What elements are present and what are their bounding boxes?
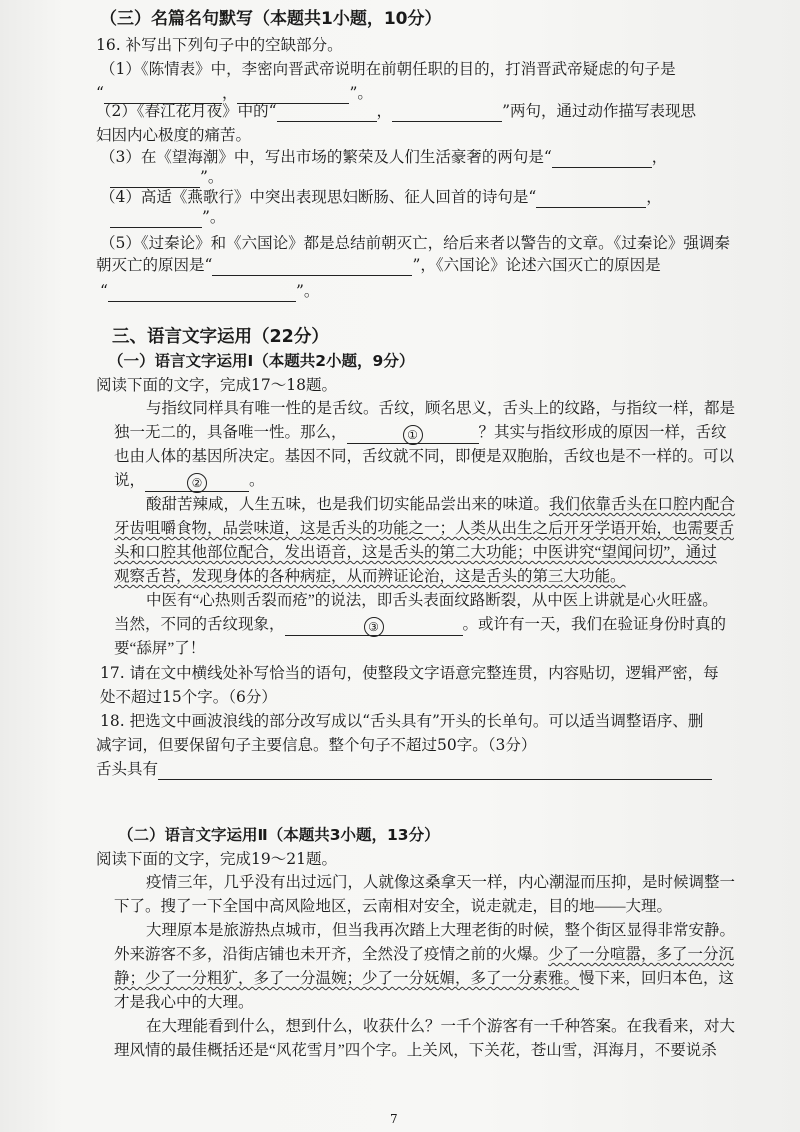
answer-blank[interactable]: [158, 763, 712, 780]
q16-item1: （1）《陈情表》中，李密向晋武帝说明在前朝任职的目的，打消晋武帝疑虑的句子是: [100, 60, 676, 78]
passage2-line: 下了。搜了一下全国中高风险地区，云南相对安全，说走就走，目的地——大理。: [114, 898, 673, 915]
part3-sub1: （一）语言文字运用Ⅰ（本题共2小题，9分）: [108, 352, 415, 370]
answer-blank[interactable]: [212, 259, 412, 276]
q16-item5-cont: 朝灭亡的原因是“ ”，《六国论》论述六国灭亡的原因是: [96, 256, 661, 274]
passage1-line: 酸甜苦辣咸，人生五味，也是我们切实能品尝出来的味道。我们依靠舌头在口腔内配合: [146, 496, 736, 513]
q16-item1-blanks: “ ， ”。: [96, 84, 373, 102]
wavy-underlined-text: 头和口腔其他部位配合，发出语音，这是舌头的第二大功能；中医讲究“望闻问切”，通过: [114, 544, 717, 561]
answer-blank[interactable]: [277, 105, 377, 122]
passage2-line: 才是我心中的大理。: [114, 994, 254, 1011]
q16-item5: （5）《过秦论》和《六国论》都是总结前朝灭亡，给后来者以警告的文章。《过秦论》强调秦: [100, 234, 730, 252]
passage2-line: 理风情的最佳概括还是“风花雪月”四个字。上关风，下关花，苍山雪，洱海月，不要说杀: [114, 1042, 717, 1059]
passage1-line: 中医有“心热则舌裂而疮”的说法，即舌头表面纹路断裂，从中医上讲就是心火旺盛。: [146, 592, 718, 609]
answer-blank-2[interactable]: ②: [145, 475, 249, 492]
passage1-line: 与指纹同样具有唯一性的是舌纹。舌纹，顾名思义，舌头上的纹路，与指纹一样，都是: [146, 400, 736, 417]
q16-item3-cont: ”。: [110, 166, 710, 188]
passage2-line: 外来游客不多，沿街店铺也未开齐，全然没了疫情之前的火爆。少了一分喧嚣，多了一分沉: [114, 946, 735, 963]
q16-item3: （3）在《望海潮》中，写出市场的繁荣及人们生活豪奢的两句是“ ，: [100, 148, 668, 166]
q16-item2: （2）《春江花月夜》中的“ ， ”两句，通过动作描写表现思: [96, 102, 696, 120]
q18-stem-cont: 减字词，但要保留句子主要信息。整个句子不超过50字。（3分）: [96, 736, 537, 754]
passage1-line: 说， ② 。: [114, 470, 710, 492]
q16-item4: （4）高适《燕歌行》中突出表现思妇断肠、征人回首的诗句是“ ，: [100, 188, 662, 206]
page-number: 7: [390, 1112, 398, 1126]
answer-blank[interactable]: [392, 105, 502, 122]
passage1-line: 也由人体的基因所决定。基因不同，舌纹就不同，即便是双胞胎，舌纹也是不一样的。可以: [114, 448, 735, 465]
q16-item4-cont: ”。: [110, 206, 710, 228]
wavy-underlined-text: 静；少了一分粗犷，多了一分温婉；少了一分妩媚，多了一分素雅。: [114, 970, 580, 987]
passage2-line: 疫情三年，几乎没有出过远门，人就像这桑拿天一样，内心潮湿而压抑，是时候调整一: [146, 874, 736, 891]
part3-heading: 三、语言文字运用（22分）: [112, 327, 329, 347]
part3-sub2: （二）语言文字运用Ⅱ（本题共3小题，13分）: [118, 826, 440, 844]
q16-stem: 16. 补写出下列句子中的空缺部分。: [96, 36, 343, 54]
passage1-line: 当然，不同的舌纹现象， ③ 。或许有一天，我们在验证身份时真的: [114, 614, 710, 636]
q17-stem: 17. 请在文中横线处补写恰当的语句，使整段文字语意完整连贯，内容贴切，逻辑严密，每: [100, 664, 719, 682]
q18-stem: 18. 把选文中画波浪线的部分改写成以“舌头具有”开头的长单句。可以适当调整语序、删: [100, 712, 704, 730]
q16-item2-cont: 妇因内心极度的痛苦。: [96, 126, 252, 144]
q16-item5-cont2: “ ”。: [100, 282, 320, 300]
q17-stem-cont: 处不超过15个字。（6分）: [100, 688, 277, 706]
wavy-underlined-text: 我们依靠舌头在口腔内配合: [549, 496, 736, 513]
passage1-line: 要“舔屏”了！: [114, 640, 206, 657]
answer-blank-3[interactable]: ③: [285, 619, 463, 636]
passage2-line: 在大理能看到什么，想到什么，收获什么？一千个游客有一千种答案。在我看来，对大: [146, 1018, 736, 1035]
reading-instruction-1: 阅读下面的文字，完成17～18题。: [96, 376, 337, 394]
wavy-underlined-text: 少了一分喧嚣，多了一分沉: [548, 946, 735, 963]
wavy-underlined-text: 观察舌苔，发现身体的各种病症，从而辨证论治，这是舌头的第三大功能。: [114, 568, 626, 585]
answer-blank[interactable]: [108, 285, 296, 302]
q18-answer-line: 舌头具有: [96, 758, 710, 780]
passage2-line: 静；少了一分粗犷，多了一分温婉；少了一分妩媚，多了一分素雅。慢下来，回归本色，这: [114, 970, 735, 987]
answer-blank-1[interactable]: ①: [347, 427, 479, 444]
section-heading-famous-lines: （三）名篇名句默写（本题共1小题，10分）: [100, 9, 442, 29]
passage1-line: 独一无二的，具备唯一性。那么， ① ？其实与指纹形成的原因一样，舌纹: [114, 422, 710, 444]
passage2-line: 大理原本是旅游热点城市，但当我再次踏上大理老街的时候，整个街区显得非常安静。: [146, 922, 736, 939]
wavy-underlined-text: 牙齿咀嚼食物，品尝味道，这是舌头的功能之一；人类从出生之后开牙学语开始，也需要舌: [114, 520, 735, 537]
answer-blank[interactable]: [110, 211, 202, 228]
reading-instruction-2: 阅读下面的文字，完成19～21题。: [96, 850, 337, 868]
